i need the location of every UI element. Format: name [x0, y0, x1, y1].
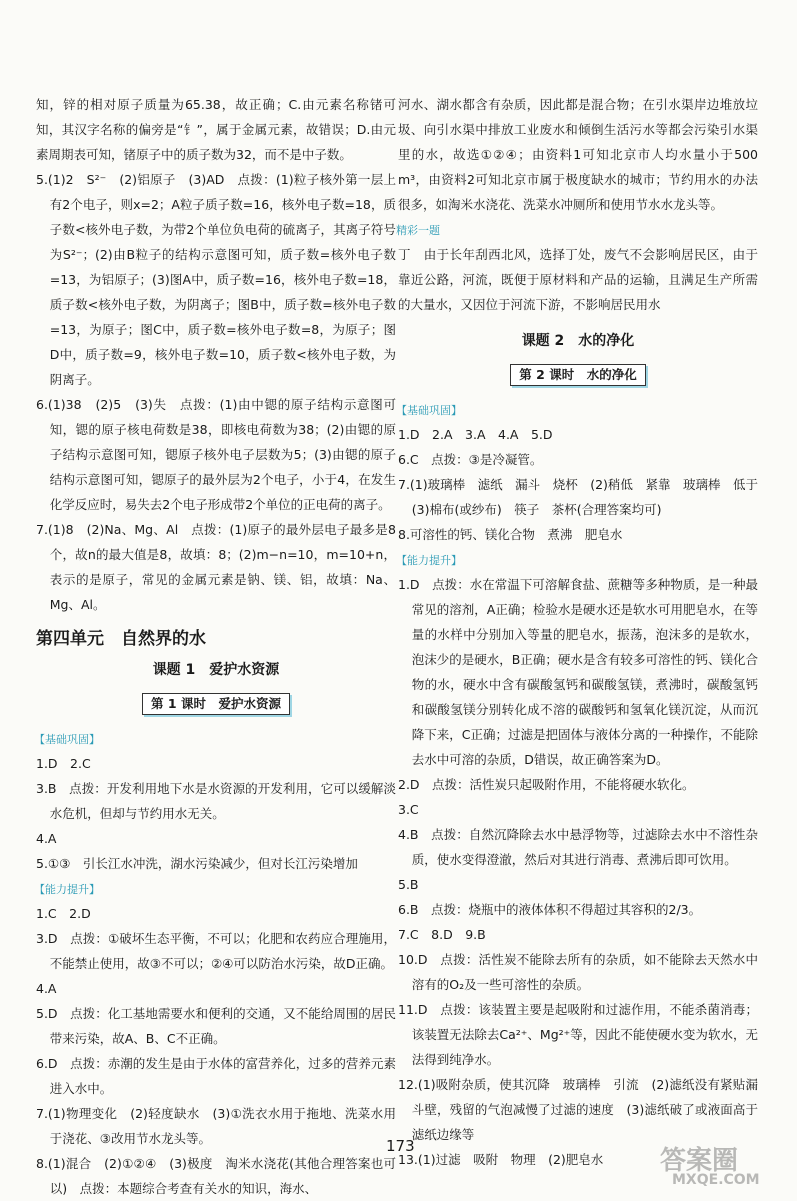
period-title-2: 第 2 课时 水的净化 — [398, 362, 758, 387]
page-number: 173 — [386, 1137, 415, 1155]
watermark-url: MXQE.COM — [672, 1172, 760, 1188]
basic-2-8: 8.可溶性的钙、镁化合物 煮沸 肥皂水 — [398, 527, 623, 542]
ability-1-8: 8.(1)混合 (2)①②④ (3)极度 淘米水浇花(其他合理答案也可以) 点拨：本题综合考查有关水的知识，海水、 — [36, 1156, 396, 1196]
left-intro: 知，锌的相对原子质量为65.38，故正确；C.由元素名称锗可知，其汉字名称的偏旁是“钅”，属于金属元素，故错误；D.由元素周期表可知，锗原子中的质子数为32，而不是中子数。 — [36, 97, 396, 162]
basic-1-1: 1.D 2.C — [36, 756, 91, 771]
ability-2-10: 10.D 点拨：活性炭不能除去所有的杂质，如不能除去天然水中溶有的O₂及一些可溶性的杂质。 — [398, 952, 758, 992]
ability-2-11: 11.D 点拨：该装置主要是起吸附和过滤作用，不能杀菌消毒；该装置无法除去Ca²⁺、Mg²⁺等，因此不能使硬水变为软水，无法得到纯净水。 — [398, 1002, 758, 1067]
ability-2-7: 7.C 8.D 9.B — [398, 927, 486, 942]
basic-2-1: 1.D 2.A 3.A 4.A 5.D — [398, 427, 553, 442]
right-continuation: 河水、湖水都含有杂质，因此都是混合物；在引水渠岸边堆放垃圾、向引水渠中排放工业废水和倾倒生活污水等都会污染引水渠里的水，故选①②④；由资料1可知北京市人均水量小于500 m³，由资料2可知北京市属于极度缺水的城市；节约用水的办法很多，如淘米水浇花、洗菜水冲厕所和使用节水水龙头等。 — [398, 97, 758, 212]
watermark-logo: 答案圈 — [660, 1146, 739, 1176]
ability-1-3: 3.D 点拨：①破坏生态平衡，不可以；化肥和农药应合理施用，不能禁止使用，故③不可以；②④可以防治水污染，故D正确。 — [36, 931, 396, 971]
left-column — [36, 92, 396, 1201]
tag-excel: 精彩一题 — [396, 224, 440, 237]
right-column — [396, 92, 771, 1172]
lesson-title-2: 课题 2 水的净化 — [521, 333, 635, 349]
tag-basic-2: 【基础巩固】 — [396, 404, 462, 417]
excel-answer: 丁 由于长年刮西北风，选择丁处，废气不会影响居民区，由于靠近公路，河流，既便于原材料和产品的运输，且满足生产所需的大量水，又因位于河流下游，不影响居民用水 — [398, 247, 758, 312]
ability-1-7: 7.(1)物理变化 (2)轻度缺水 (3)①洗衣水用于拖地、洗菜水用于浇花、③改用节水龙头等。 — [36, 1106, 396, 1146]
tag-ability-2: 【能力提升】 — [396, 554, 462, 567]
ability-2-2: 2.D 点拨：活性炭只起吸附作用，不能将硬水软化。 — [398, 777, 695, 792]
unit-title: 第四单元 自然界的水 — [36, 629, 206, 649]
ability-2-13: 13.(1)过滤 吸附 物理 (2)肥皂水 — [398, 1152, 604, 1167]
tag-ability-1: 【能力提升】 — [34, 883, 100, 896]
ability-2-3: 3.C — [398, 802, 419, 817]
period-title-1: 第 1 课时 爱护水资源 — [36, 691, 396, 716]
ability-1-4: 4.A — [36, 981, 57, 996]
ability-2-5: 5.B — [398, 877, 419, 892]
ability-2-1: 1.D 点拨：水在常温下可溶解食盐、蔗糖等多种物质，是一种最常见的溶剂，A正确；检验水是硬水还是软水可用肥皂水，在等量的水样中分别加入等量的肥皂水，振荡，泡沫多的是软水，泡沫少的是硬水，B正确；硬水是含有较多可溶性的钙、镁化合物的水，硬水中含有碳酸氢钙和碳酸氢镁，煮沸时，碳酸氢钙和碳酸氢镁分别转化成不溶的碳酸钙和氢氧化镁沉淀，从而沉降下来，C正确；过滤是把固体与液体分离的一种操作，不能除去水中可溶的杂质，D错误，故正确答案为D。 — [398, 577, 758, 767]
ability-1-5: 5.D 点拨：化工基地需要水和便利的交通，又不能给周围的居民带来污染，故A、B、C不正确。 — [36, 1006, 396, 1046]
basic-1-4: 4.A — [36, 831, 57, 846]
lesson-title-1: 课题 1 爱护水资源 — [152, 662, 280, 678]
ability-1-6: 6.D 点拨：赤潮的发生是由于水体的富营养化，过多的营养元素进入水中。 — [36, 1056, 396, 1096]
tag-basic-1: 【基础巩固】 — [34, 733, 100, 746]
answer-5: 5.(1)2 S²⁻ (2)铝原子 (3)AD 点拨：(1)粒子核外第一层上有2个电子，则x=2；A粒子质子数=16，核外电子数=18，质子数<核外电子数，为带2个单位负电荷的硫离子，其离子符号为S²⁻；(2)由B粒子的结构示意图可知，质子数=核外电子数=13，为铝原子；(3)图A中，质子数=16，核外电子数=18，质子数<核外电子数，为阴离子；图B中，质子数=核外电子数=13，为原子；图C中，质子数=核外电子数=8，为原子；图D中，质子数=9，核外电子数=10，质子数<核外电子数，为阴离子。 — [36, 172, 396, 387]
basic-2-7: 7.(1)玻璃棒 滤纸 漏斗 烧杯 (2)稍低 紧靠 玻璃棒 低于 (3)棉布(或纱布) 筷子 茶杯(合理答案均可) — [398, 477, 771, 517]
ability-2-6: 6.B 点拨：烧瓶中的液体体积不得超过其容积的2/3。 — [398, 902, 702, 917]
answer-7: 7.(1)8 (2)Na、Mg、Al 点拨：(1)原子的最外层电子最多是8个，故n的最大值是8，故填：8；(2)m−n=10，m=10+n，表示的是原子，常见的金属元素是钠、镁、铝，故填：Na、Mg、Al。 — [36, 522, 396, 612]
basic-2-6: 6.C 点拨：③是冷凝管。 — [398, 452, 543, 467]
basic-1-5: 5.①③ 引长江水冲洗，湖水污染减少，但对长江污染增加 — [36, 856, 358, 871]
answer-6: 6.(1)38 (2)5 (3)失 点拨：(1)由中锶的原子结构示意图可知，锶的原子核电荷数是38，即核电荷数为38；(2)由锶的原子结构示意图可知，锶原子核外电子层数为5；(3)由锶的原子结构示意图可知，锶原子的最外层为2个电子，小于4，在发生化学反应时，易失去2个电子形成带2个单位的正电荷的离子。 — [36, 397, 396, 512]
basic-1-3: 3.B 点拨：开发利用地下水是水资源的开发利用，它可以缓解淡水危机，但却与节约用水无关。 — [36, 781, 396, 821]
ability-2-4: 4.B 点拨：自然沉降除去水中悬浮物等，过滤除去水中不溶性杂质，使水变得澄澈，然后对其进行消毒、煮沸后即可饮用。 — [398, 827, 758, 867]
ability-2-12: 12.(1)吸附杂质，使其沉降 玻璃棒 引流 (2)滤纸没有紧贴漏斗壁，残留的气泡减慢了过滤的速度 (3)滤纸破了或液面高于滤纸边缘等 — [398, 1077, 758, 1142]
ability-1-1: 1.C 2.D — [36, 906, 91, 921]
